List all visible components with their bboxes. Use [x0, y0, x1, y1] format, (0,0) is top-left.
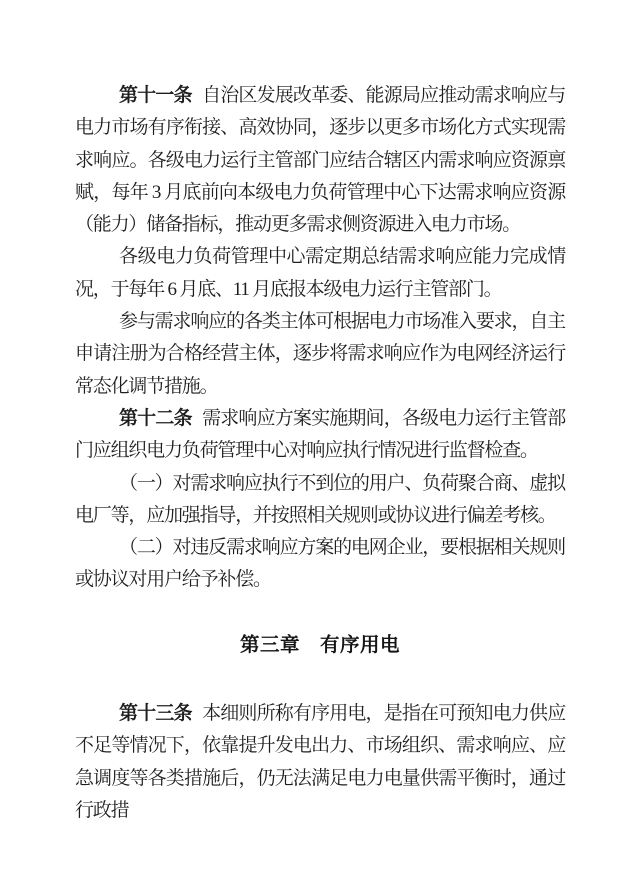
paragraph-load-center-report — [75, 241, 565, 306]
chapter-3-heading: 第三章 有序用电 — [239, 633, 400, 656]
paragraph-market-entry — [75, 306, 565, 403]
article-12-label: 第十二条 — [119, 407, 192, 429]
item-1-text: （一）对需求响应执行不到位的用户、负荷聚合商、虚拟电厂等，应加强指导，并按照相关规则或协议进行偏差考核。 — [75, 472, 565, 526]
item-2-text: （二）对违反需求响应方案的电网企业，要根据相关规则或协议对用户给予补偿。 — [75, 537, 565, 591]
paragraph-article-13 — [75, 698, 565, 827]
paragraph-item-2 — [75, 532, 565, 597]
article-13-label: 第十三条 — [119, 703, 192, 725]
paragraph-item-1 — [75, 468, 565, 533]
article-11-text: 自治区发展改革委、能源局应推动需求响应与电力市场有序衔接、高效协同，逐步以更多市场化方式实现需求响应。各级电力运行主管部门应结合辖区内需求响应资源禀赋，每年 3 月底前向本级电力负荷管理中心下达需求响应资源（能力）储备指标，推动更多需求侧资源进入电力市场。 — [75, 85, 565, 236]
article-13-text: 本细则所称有序用电，是指在可预知电力供应不足等情况下，依靠提升发电出力、市场组织、需求响应、应急调度等各类措施后，仍无法满足电力电量供需平衡时，通过行政措 — [75, 703, 565, 821]
paragraph-article-11 — [75, 80, 565, 241]
article-12-text: 需求响应方案实施期间，各级电力运行主管部门应组织电力负荷管理中心对响应执行情况进行监督检查。 — [75, 407, 565, 462]
paragraph-article-12 — [75, 403, 565, 468]
load-center-report-text: 各级电力负荷管理中心需定期总结需求响应能力完成情况，于每年 6 月底、11 月底报本级电力运行主管部门。 — [75, 246, 565, 300]
market-entry-text: 参与需求响应的各类主体可根据电力市场准入要求，自主申请注册为合格经营主体，逐步将需求响应作为电网经济运行常态化调节措施。 — [75, 311, 565, 397]
article-11-label: 第十一条 — [119, 85, 192, 106]
